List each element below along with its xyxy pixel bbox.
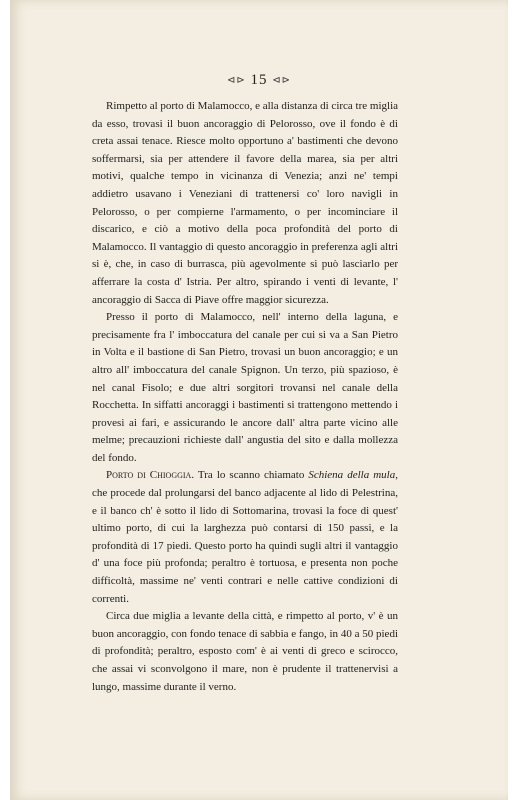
page-number: 15 [250, 72, 268, 88]
paragraph-2: Presso il porto di Malamocco, nell' interno della laguna, e precisamente fra l' imboccatura del canale per cui si va a San Pietro in Volta e il bastione di San Pietro, trovasi un buon ancoraggio; e un altro all' imboccatura del canale Spignon. Un terzo, più spazioso, è nel canal Fisolo; e due altri sorgitori trovansi nel canale della Rocchetta. In siffatti ancoraggi i bastimenti si trattengono mettendo i provesi ai fari, e assicurando le ancore dall' altra parte vicino alle melme; precauzioni richieste dall' angustia del sito e dalla mollezza del fondo. [92, 311, 398, 464]
body-text [92, 98, 398, 696]
ornament-right: ⊲⊳ [272, 75, 292, 87]
paragraph-4: Circa due miglia a levante della città, e rimpetto al porto, v' è un buon ancoraggio, con fondo tenace di sabbia e fango, in 40 a 50 piedi di profondità; peraltro, esposto com' è ai venti di greco e scirocco, che assai vi sconvolgono il mare, non è prudente il trattenervisi a lungo, massime durante il verno. [92, 610, 398, 693]
page-header [10, 72, 508, 89]
ornament-left: ⊲⊳ [226, 75, 246, 87]
paragraph-3-italic: Schiena della mula [308, 469, 396, 482]
section-heading: Porto di Chioggia. [106, 469, 195, 482]
paragraph-3 [92, 467, 398, 608]
paragraph-3-text-b: , che procede dal prolungarsi del banco adjacente al lido di Pelestrina, e il banco ch' è sotto il lido di Sottomarina, trovasi la foce di quest' ultimo porto, di cui la larghezza può contarsi di 150 passi, e la profondità di 17 piedi. Questo porto ha quindi sugli altri il vantaggio d' una foce più profonda; peraltro è tortuosa, e presenta non poche difficoltà, massime ne' venti contrari e nelle cattive condizioni di correnti. [92, 469, 398, 605]
paragraph-3-text-a: Tra lo scanno chiamato [194, 469, 309, 482]
paragraph-1: Rimpetto al porto di Malamocco, e alla distanza di circa tre miglia da esso, trovasi il buon ancoraggio di Pelorosso, ove il fondo è di creta assai tenace. Riesce molto opportuno a' bastimenti che devono soffermarsi, sia per attendere il favore della marea, sia per altri motivi, qualche tempo in vicinanza di Venezia; anzi ne' tempi addietro usavano i Veneziani di trattenersi co' loro navigli in Pelorosso, o per compierne l'armamento, o per incominciare il discarico, e ciò a motivo della poca profondità del porto di Malamocco. Il vantaggio di questo ancoraggio in preferenza agli altri si è, che, in caso di burrasca, più agevolmente si può lasciarlo per afferrare la costa d' Istria. Per altro, spirando i venti di levante, l' ancoraggio di Sacca di Piave offre maggior sicurezza. [92, 100, 399, 306]
book-page [10, 0, 508, 800]
